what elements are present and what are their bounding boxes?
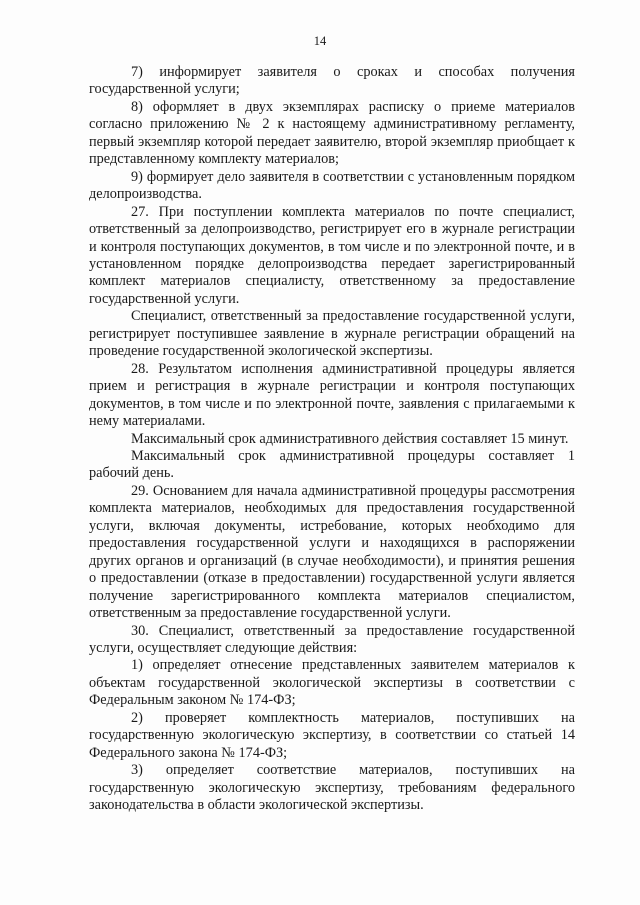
paragraph-specialist-registration: Специалист, ответственный за предоставление государственной услуги, регистрирует поступившее заявление в журнале регистрации обращений на проведение государственной экологической экспертизы. — [89, 308, 575, 360]
paragraph-section-28: 28. Результатом исполнения административной процедуры является прием и регистрация в журнале регистрации и контроля поступающих документов, в том числе и по электронной почте, заявления с прилагаемыми к нему материалами. — [89, 360, 575, 430]
paragraph-item-7: 7) информирует заявителя о сроках и способах получения государственной услуги; — [89, 64, 575, 98]
paragraph-action-3: 3) определяет соответствие материалов, поступивших на государственную экологическую экспертизу, требованиям федерального законодательства в области экологической экспертизы. — [89, 762, 575, 814]
paragraph-section-30: 30. Специалист, ответственный за предоставление государственной услуги, осуществляет следующие действия: — [89, 622, 575, 656]
paragraph-section-29: 29. Основанием для начала административной процедуры рассмотрения комплекта материалов, необходимых для предоставления государственной услуги, включая документы, истребование, которых необходимо для предоставления государственной услуги и находящихся в распоряжении других органов и организаций (в случае необходимости), и принятия решения о предоставлении (отказе в предоставлении) государственной услуги является получение зарегистрированного комплекта материалов специалистом, ответственным за предоставление государственной услуги. — [89, 482, 575, 622]
document-body — [89, 64, 575, 814]
paragraph-max-procedure-time: Максимальный срок административной процедуры составляет 1 рабочий день. — [89, 447, 575, 482]
page-number: 14 — [313, 34, 327, 48]
paragraph-item-8: 8) оформляет в двух экземплярах расписку о приеме материалов согласно приложению № 2 к настоящему административному регламенту, первый экземпляр которой передает заявителю, второй экземпляр приобщает к представленному комплекту материалов; — [89, 98, 575, 168]
paragraph-action-1: 1) определяет отнесение представленных заявителем материалов к объектам государственной экологической экспертизы в соответствии с Федеральным законом № 174-ФЗ; — [89, 657, 575, 709]
paragraph-section-27: 27. При поступлении комплекта материалов по почте специалист, ответственный за делопроизводство, регистрирует его в журнале регистрации и контроля поступающих документов, в том числе и по электронной почте, и в установленном порядке делопроизводства передает зарегистрированный комплект материалов специалисту, ответственному за предоставление государственной услуги. — [89, 203, 575, 307]
paragraph-action-2: 2) проверяет комплектность материалов, поступивших на государственную экологическую экспертизу, в соответствии со статьей 14 Федерального закона № 174-ФЗ; — [89, 709, 575, 761]
paragraph-max-action-time: Максимальный срок административного действия составляет 15 минут. — [131, 430, 569, 447]
paragraph-item-9: 9) формирует дело заявителя в соответствии с установленным порядком делопроизводства. — [89, 168, 575, 203]
